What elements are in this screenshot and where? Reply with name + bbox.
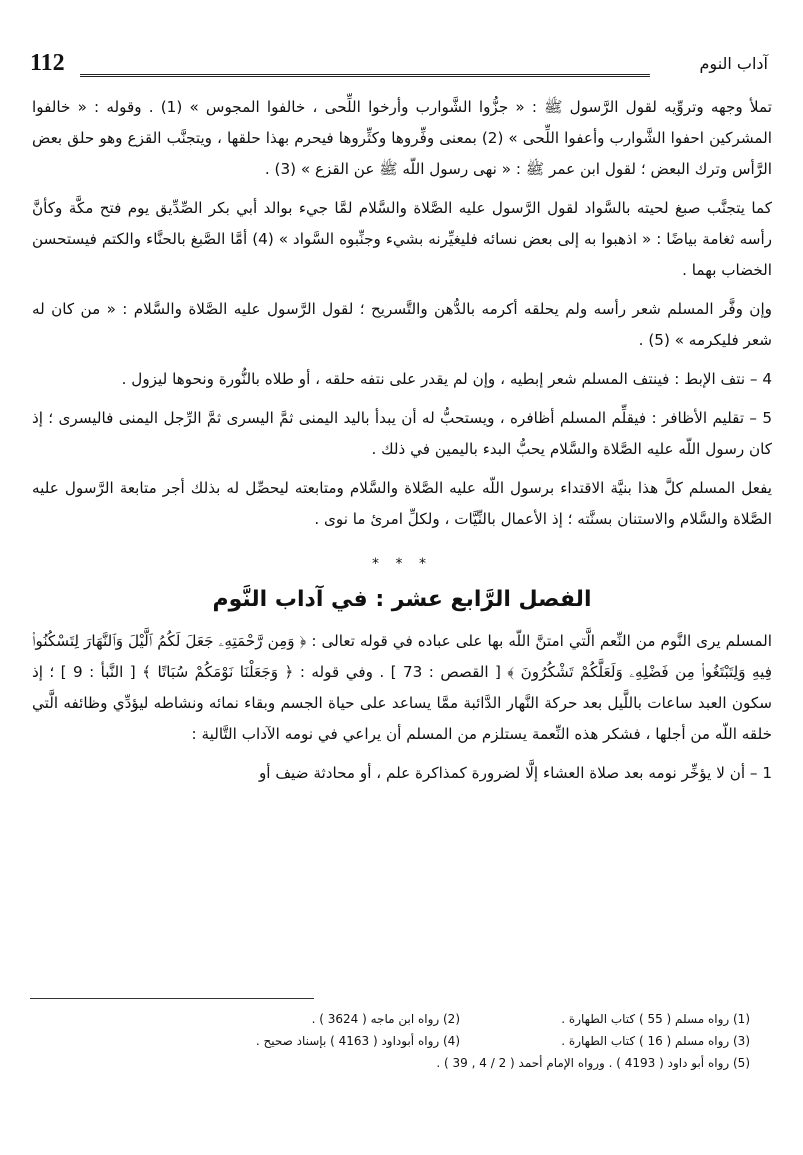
chapter-title: الفصل الرَّابع عشر : في آداب النَّوم (212, 587, 592, 612)
page-number: 112 (30, 50, 65, 76)
paragraph-hair-care: وإن وفَّر المسلم شعر رأسه ولم يحلقه أكرمه بالدُّهن والتَّسريح ؛ لقول الرَّسول عليه الصَّلاة والسَّلام : « من كان له شعر فليكرمه » (5) . (32, 300, 772, 349)
paragraph-intention: يفعل المسلم كلَّ هذا بنيَّة الاقتداء برسول اللّه عليه الصَّلاة والسَّلام ومتابعته ليحصِّل له بذلك أجر متابعة الرَّسول عليه الصَّلاة والسَّلام والاستنان بسنَّته ؛ إذ الأعمال بالنِّيَّات ، ولكلِّ امرئ ما نوى . (32, 479, 772, 528)
footnote-rule (30, 998, 314, 999)
footnote-row (150, 1008, 750, 1030)
paragraph-sleep-intro: المسلم يرى النَّوم من النِّعم الَّتي امتنَّ اللّه بها على عباده في قوله تعالى : ﴿ وَمِن رَّحْمَتِهِۦ جَعَلَ لَكُمُ ٱلَّيْلَ وَٱلنَّهَارَ لِتَسْكُنُوا۟ فِيهِ وَلِتَبْتَغُوا۟ مِن فَضْلِهِۦ وَلَعَلَّكُمْ تَشْكُرُونَ ﴾ [ القصص : 73 ] . وفي قوله : ﴿ وَجَعَلْنَا نَوْمَكُمْ سُبَاتًا ﴾ [ النَّبأ : 9 ] ؛ إذ سكون العبد ساعات باللَّيل بعد حركة النَّهار الدَّائبة ممَّا يساعد على حياة الجسم وبقاء نمائه ونشاطه ليؤدِّي وظائفه الَّتي خلقه اللّه من أجلها ، فشكر هذه النِّعمة يستلزم من المسلم أن يراعي في نومه الآداب التَّالية : (32, 632, 772, 743)
footnote-row (150, 1030, 750, 1052)
running-title: آداب النوم (699, 54, 768, 73)
header-rule (80, 74, 650, 77)
paragraph-beard-moustache: تملأ وجهه وتروِّيه لقول الرَّسول ﷺ : « جزُّوا الشَّوارب وأرخوا اللِّحى ، خالفوا المجوس » (1) . وقوله : « خالفوا المشركين احفوا الشَّوارب وأعفوا اللِّحى » (2) بمعنى وفِّروها وكثِّروها فيحرم بهذا حلقها ، ويتجنَّب القزع وهو حلق بعض الرَّأس وترك البعض ؛ لقول ابن عمر ﷺ : « نهى رسول اللّه ﷺ عن القزع » (3) . (32, 98, 773, 178)
page-header (30, 50, 768, 80)
footnote-5: (5) رواه أبو داود ( 4193 ) . ورواه الإمام أحمد ( 2 / 4 , 39 ) . (436, 1056, 750, 1070)
footnote-3: (3) رواه مسلم ( 16 ) كتاب الطهارة . (561, 1034, 750, 1048)
section-separator: * * * (372, 556, 432, 572)
main-text (32, 92, 772, 797)
footnote-4: (4) رواه أبوداود ( 4163 ) بإسناد صحيح . (255, 1034, 460, 1048)
footnote-2: (2) رواه ابن ماجه ( 3624 ) . (311, 1012, 460, 1026)
paragraph-nails: 5 – تقليم الأظافر : فيقلِّم المسلم أظافره ، ويستحبُّ له أن يبدأ باليد اليمنى ثمَّ اليسرى ثمَّ الرِّجل اليمنى فاليسرى ؛ إذ كان رسول اللّه عليه الصَّلاة والسَّلام يحبُّ البدء باليمين في ذلك . (32, 409, 772, 458)
paragraph-armpit: 4 – نتف الإبط : فينتف المسلم شعر إبطيه ، وإن لم يقدر على نتفه حلقه ، أو طلاه بالنُّورة ونحوها ليزول . (121, 370, 772, 388)
footnotes (150, 1008, 750, 1074)
footnote-row (150, 1052, 750, 1074)
paragraph-dyeing: كما يتجنَّب صبغ لحيته بالسَّواد لقول الرَّسول عليه الصَّلاة والسَّلام لمَّا جيء بوالد أبي بكر الصِّدِّيق يوم فتح مكَّة وكأنَّ رأسه ثغامة بياضًا : « اذهبوا به إلى بعض نسائه فليغيِّرنه بشيء وجنِّبوه السَّواد » (4) أمَّا الصَّبغ بالحنَّاء والكتم فيستحسن الخضاب بهما . (32, 199, 773, 279)
footnote-1: (1) رواه مسلم ( 55 ) كتاب الطهارة . (561, 1012, 750, 1026)
paragraph-sleep-rule-1: 1 – أن لا يؤخِّر نومه بعد صلاة العشاء إلَّا لضرورة كمذاكرة علم ، أو محادثة ضيف أو (258, 764, 772, 782)
